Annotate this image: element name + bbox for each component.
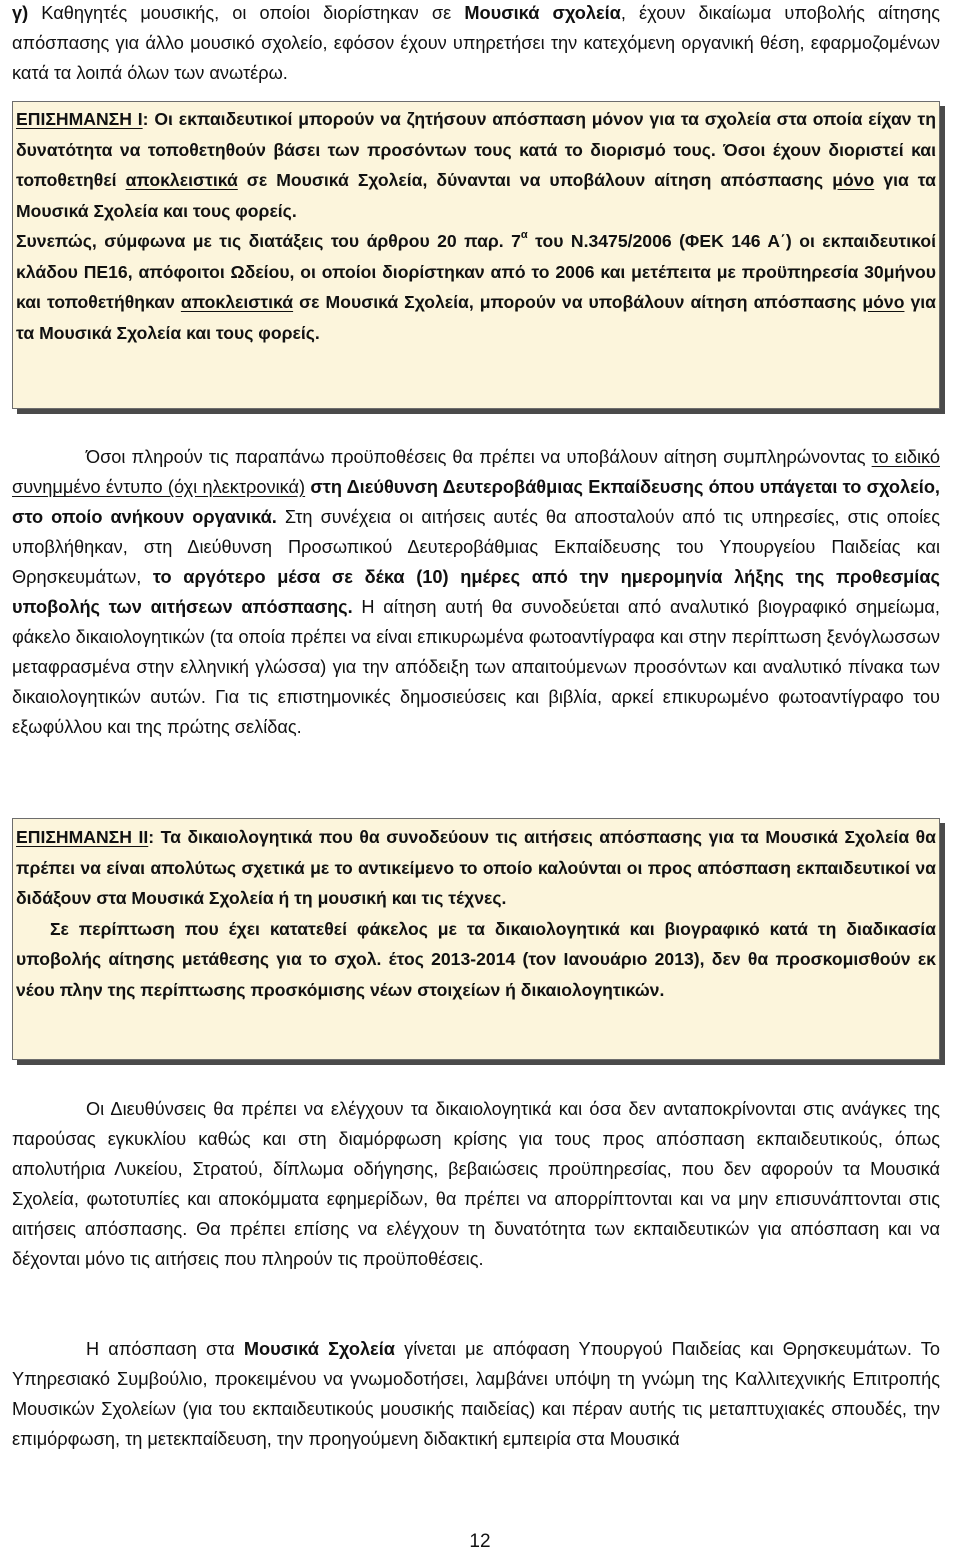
section-g-bold1: Μουσικά σχολεία [464,3,621,23]
body-1-text1: Όσοι πληρούν τις παραπάνω προϋποθέσεις θα πρέπει να υποβάλουν αίτηση συμπληρώνοντας [86,447,872,467]
notice-1-underline1: αποκλειστικά [125,170,238,190]
body-3-text2: γίνεται με απόφαση Υπουργού Παιδείας και Θρησκευμάτων. Το Υπηρεσιακό Συμβούλιο, προκειμένου να γνωμοδοτήσει, λαμβάνει υπόψη τη γνώμη της Καλλιτεχνικής Επιτροπής Μουσικών Σχολείων (για του εκπαιδευτικούς μουσικής παιδείας) και πέραν αυτής τις μεταπτυχιακές σπουδές, την επιμόρφωση, τη μετεκπαίδευση, την προηγούμενη διδακτική εμπειρία στα Μουσικά [12,1339,941,1449]
body-paragraph-1 [12,442,940,742]
body-paragraph-2 [12,1094,940,1274]
notice-2-text1: : Τα δικαιολογητικά που θα συνοδεύουν τις αιτήσεις απόσπασης για τα Μουσικά Σχολεία θα πρέπει να είναι απολύτως σχετικά με το αντικείμενο το οποίο καλούνται οι προς απόσπαση εκπαιδευτικοί να διδάξουν στα Μουσικά Σχολεία ή τη μουσική και τις τέχνες. [16,827,936,908]
section-g-text2: , έχουν δικαίωμα υποβολής αίτησης απόσπασης για άλλο μουσικό σχολείο, εφόσον έχουν υπηρετήσει την κατεχόμενη οργανική θέση, εφαρμοζομένων κατά τα λοιπά όλων των ανωτέρω. [12,3,941,83]
notice-1-text3: για τα Μουσικά Σχολεία και τους φορείς. [16,170,936,221]
notice-1-text4: Συνεπώς, σύμφωνα με τις διατάξεις του άρθρου 20 παρ. 7 [16,231,521,251]
page-number: 12 [469,1531,491,1552]
body-2-text: Οι Διευθύνσεις θα πρέπει να ελέγχουν τα δικαιολογητικά και όσα δεν ανταποκρίνονται στις ανάγκες της παρούσας εγκυκλίου καθώς και στη διαμόρφωση κρίσης για τους προς απόσπαση εκπαιδευτικούς, όπως απολυτήρια Λυκείου, Στρατού, δίπλωμα οδήγησης, βεβαιώσεις προϋπηρεσίας, που δεν αφορούν τα Μουσικά Σχολεία, φωτοτυπίες και αποκόμματα εφημερίδων, θα πρέπει να απορρίπτονται και να μην επισυνάπτονται στις αιτήσεις απόσπασης. Θα πρέπει επίσης να ελέγχουν τη δυνατότητα των εκπαιδευτικών για απόσπαση και να δέχονται μόνο τις αιτήσεις που πληρούν τις προϋποθέσεις. [12,1099,940,1269]
notice-2-label: ΕΠΙΣΗΜΑΝΣΗ ΙΙ [16,827,149,847]
notice-1-text5: του Ν.3475/2006 (ΦΕΚ 146 Α΄) οι εκπαιδευτικοί κλάδου ΠΕ16, απόφοιτοι Ωδείου, οι οποίοι διορίστηκαν από το 2006 και μετέπειτα με προϋπηρεσία 30μήνου και τοποθετήθηκαν [16,231,936,312]
notice-1-label: ΕΠΙΣΗΜΑΝΣΗ Ι [16,109,143,129]
section-g-text1: Καθηγητές μουσικής, οι οποίοι διορίστηκαν σε [28,3,465,23]
notice-2-paragraph [16,822,936,914]
body-3-bold1: Μουσικά Σχολεία [243,1339,395,1359]
body-1-bold2: το αργότερο μέσα σε δέκα (10) ημέρες από την ημερομηνία λήξης της προθεσμίας υποβολής των αιτήσεων απόσπασης. [12,567,940,617]
notice-2-box [12,818,940,1060]
notice-2-text2: Σε περίπτωση που έχει κατατεθεί φάκελος με τα δικαιολογητικά και βιογραφικό κατά τη διαδικασία υποβολής αίτησης μετάθεσης για το σχολ. έτος 2013-2014 (τον Ιανουάριο 2013), δεν θα προσκομισθούν εκ νέου πλην της περίπτωσης προσκόμισης νέων στοιχείων ή δικαιολογητικών. [16,918,936,1000]
notice-1-text7: για τα Μουσικά Σχολεία και τους φορείς. [16,292,936,343]
notice-1-text1: : Οι εκπαιδευτικοί μπορούν να ζητήσουν απόσπαση μόνον για τα σχολεία στα οποία είχαν τη δυνατότητα να τοποθετηθούν βάσει των προσόντων τους κατά το διορισμό τους. Όσοι έχουν διοριστεί και τοποθετηθεί [16,109,936,190]
body-paragraph-3 [12,1334,940,1454]
section-g-paragraph [12,0,940,88]
notice-1-underline2: μόνο [832,170,875,190]
notice-1-superscript: α [520,229,528,241]
body-1-underline1: το ειδικό συνημμένο έντυπο (όχι ηλεκτρονικά) [12,447,940,497]
notice-1-text2: σε Μουσικά Σχολεία, δύνανται να υποβάλουν αίτηση απόσπασης [237,170,833,190]
body-1-text2: Στη συνέχεια οι αιτήσεις αυτές θα αποσταλούν από τις υπηρεσίες, στις οποίες υποβλήθηκαν, στη Διεύθυνση Προσωπικού Δευτεροβάθμιας Εκπαίδευσης του Υπουργείου Παιδείας και Θρησκευμάτων, [12,507,940,587]
body-3-text1: Η απόσπαση στα [86,1339,244,1359]
section-g-label: γ) [12,3,29,23]
notice-1-underline3: αποκλειστικά [180,292,294,312]
body-1-text3: Η αίτηση αυτή θα συνοδεύεται από αναλυτικό βιογραφικό σημείωμα, φάκελο δικαιολογητικών (τα οποία πρέπει να είναι επικυρωμένα φωτοαντίγραφα και στην περίπτωση ξενόγλωσσων μεταφρασμένα στην ελληνική γλώσσα) για την απόδειξη των απαιτούμενων προσόντων και αναλυτικό πίνακα των δικαιολογητικών αυτών. Για τις επιστημονικές δημοσιεύσεις και βιβλία, αρκεί επικυρωμένο φωτοαντίγραφο του εξωφύλλου και της πρώτης σελίδας. [12,597,940,737]
notice-1-underline4: μόνο [862,292,905,312]
notice-1-box [12,101,940,409]
body-1-bold1: στη Διεύθυνση Δευτεροβάθμιας Εκπαίδευσης όπου υπάγεται το σχολείο, στο οποίο ανήκουν οργανικά. [12,477,940,527]
notice-2-paragraph-2 [16,914,936,1006]
notice-1-text6: σε Μουσικά Σχολεία, μπορούν να υποβάλουν αίτηση απόσπασης [293,292,863,312]
notice-1-paragraph [16,104,936,226]
notice-1-paragraph-2 [16,226,936,348]
